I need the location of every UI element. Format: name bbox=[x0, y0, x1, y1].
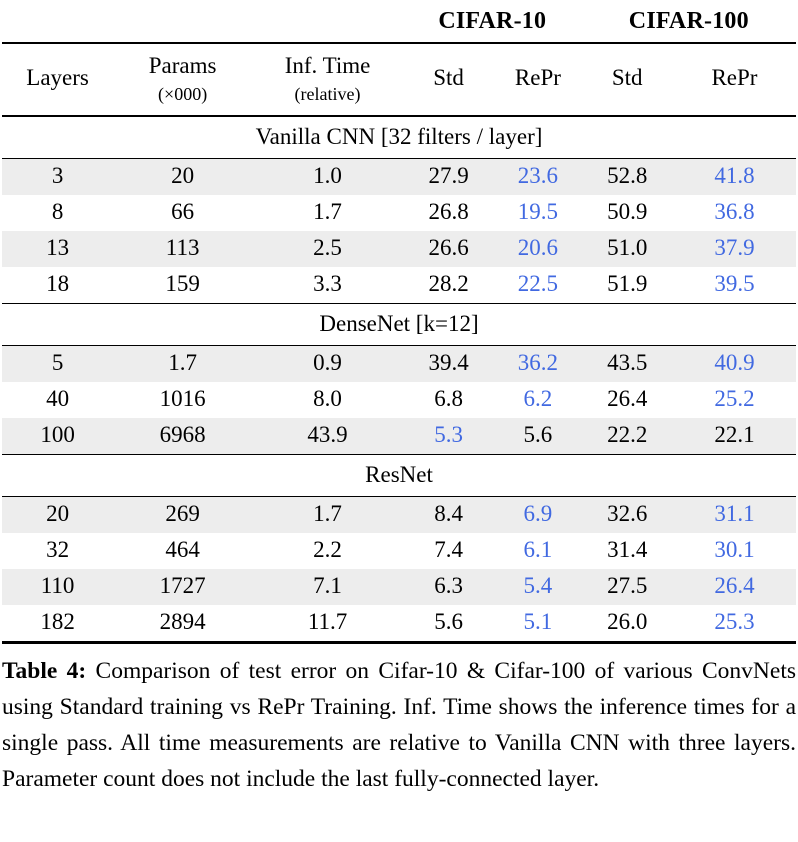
table-cell: 27.5 bbox=[607, 573, 648, 599]
table-cell: 5.4 bbox=[523, 573, 553, 599]
table-cell: 19.5 bbox=[517, 199, 559, 225]
table-cell: 1.7 bbox=[168, 350, 197, 376]
table-cell: 32.6 bbox=[607, 501, 648, 527]
results-table-body bbox=[2, 116, 796, 643]
table-cell: 20 bbox=[46, 501, 70, 527]
table-cell: 5.6 bbox=[434, 609, 463, 635]
table-cell: 11.7 bbox=[307, 609, 348, 635]
table-row bbox=[2, 497, 796, 534]
col-header-layers-label: Layers bbox=[26, 65, 89, 91]
table-cell: 1727 bbox=[159, 573, 206, 599]
table-cell: 3 bbox=[51, 163, 64, 189]
table-caption bbox=[2, 654, 796, 798]
col-header-cifar100-std: Std bbox=[582, 43, 673, 116]
table-cell: 8.0 bbox=[313, 386, 342, 412]
table-cell: 43.9 bbox=[307, 422, 348, 448]
table-cell: 39.4 bbox=[428, 350, 469, 376]
table-row bbox=[2, 267, 796, 304]
table-cell: 13 bbox=[46, 235, 70, 261]
group-header-cifar100: CIFAR-100 bbox=[582, 6, 796, 43]
section-title-row bbox=[2, 455, 796, 497]
table-cell: 6.1 bbox=[523, 537, 553, 563]
table-cell: 50.9 bbox=[607, 199, 648, 225]
table-caption-text: Comparison of test error on Cifar-10 & Cifar-100 of various ConvNets using Standard training vs RePr Training. Inf. Time shows the inference times for a single pass. All time measurements are relative to Vanilla CNN with three layers. Parameter count does not include the last fully-connected layer. bbox=[2, 658, 797, 793]
table-cell: 52.8 bbox=[607, 163, 648, 189]
table-cell: 1.0 bbox=[313, 163, 342, 189]
results-table bbox=[2, 6, 796, 644]
col-header-cifar10-std: Std bbox=[403, 43, 494, 116]
table-cell: 27.9 bbox=[428, 163, 469, 189]
col-header-inf-time-label: Inf. Time bbox=[284, 53, 371, 78]
table-cell: 269 bbox=[165, 501, 200, 527]
table-cell: 6.3 bbox=[434, 573, 463, 599]
col-header-layers bbox=[2, 43, 113, 116]
table-row bbox=[2, 195, 796, 231]
table-cell: 32 bbox=[46, 537, 70, 563]
section-title: DenseNet [k=12] bbox=[2, 304, 796, 346]
table-row bbox=[2, 231, 796, 267]
table-cell: 7.1 bbox=[313, 573, 342, 599]
table-cell: 2894 bbox=[159, 609, 206, 635]
table-cell: 20.6 bbox=[517, 235, 559, 261]
table-cell: 41.8 bbox=[714, 163, 755, 189]
table-cell: 43.5 bbox=[607, 350, 648, 376]
table-cell: 20 bbox=[171, 163, 195, 189]
table-cell: 0.9 bbox=[313, 350, 342, 376]
col-header-params-sub: (×000) bbox=[158, 83, 208, 104]
table-cell: 28.2 bbox=[428, 271, 469, 297]
table-cell: 5 bbox=[51, 350, 64, 376]
table-cell: 26.8 bbox=[428, 199, 469, 225]
table-cell: 3.3 bbox=[313, 271, 342, 297]
table-cell: 22.1 bbox=[714, 422, 755, 448]
table-cell: 39.5 bbox=[714, 271, 755, 297]
table-cell: 5.6 bbox=[523, 422, 553, 448]
table-cell: 2.5 bbox=[313, 235, 342, 261]
table-cell: 36.2 bbox=[517, 350, 559, 376]
table-cell: 1016 bbox=[159, 386, 206, 412]
table-cell: 25.2 bbox=[714, 386, 755, 412]
table-cell: 8 bbox=[51, 199, 64, 225]
col-header-inf-time bbox=[252, 43, 403, 116]
table-cell: 159 bbox=[165, 271, 200, 297]
table-row bbox=[2, 159, 796, 196]
table-cell: 23.6 bbox=[517, 163, 559, 189]
table-cell: 110 bbox=[40, 573, 75, 599]
table-row bbox=[2, 605, 796, 643]
col-header-params bbox=[113, 43, 252, 116]
table-cell: 22.2 bbox=[607, 422, 648, 448]
table-row bbox=[2, 418, 796, 455]
col-header-cifar10-repr: RePr bbox=[494, 43, 581, 116]
table-cell: 5.3 bbox=[434, 422, 463, 448]
table-cell: 51.9 bbox=[607, 271, 648, 297]
column-header-row bbox=[2, 43, 796, 116]
table-cell: 22.5 bbox=[517, 271, 559, 297]
table-cell: 26.0 bbox=[607, 609, 648, 635]
table-cell: 40 bbox=[46, 386, 70, 412]
table-cell: 26.4 bbox=[714, 573, 755, 599]
group-header-row bbox=[2, 6, 796, 43]
table-cell: 37.9 bbox=[714, 235, 755, 261]
table-cell: 6.9 bbox=[523, 501, 553, 527]
table-cell: 66 bbox=[171, 199, 195, 225]
table-row bbox=[2, 569, 796, 605]
table-cell: 6968 bbox=[159, 422, 206, 448]
col-header-params-label: Params bbox=[148, 53, 217, 78]
table-row bbox=[2, 346, 796, 383]
col-header-cifar100-repr: RePr bbox=[673, 43, 796, 116]
section-title: Vanilla CNN [32 filters / layer] bbox=[2, 116, 796, 159]
table-cell: 113 bbox=[165, 235, 200, 261]
col-header-inf-time-sub: (relative) bbox=[294, 83, 361, 104]
table-cell: 26.4 bbox=[607, 386, 648, 412]
table-cell: 182 bbox=[40, 609, 75, 635]
table-cell: 25.3 bbox=[714, 609, 755, 635]
table-cell: 8.4 bbox=[434, 501, 463, 527]
table-cell: 464 bbox=[165, 537, 200, 563]
table-row bbox=[2, 533, 796, 569]
table-cell: 5.1 bbox=[523, 609, 553, 635]
table-cell: 6.8 bbox=[434, 386, 463, 412]
table-caption-label: Table 4: bbox=[2, 658, 87, 685]
section-title-row bbox=[2, 116, 796, 159]
table-cell: 40.9 bbox=[714, 350, 755, 376]
table-cell: 30.1 bbox=[714, 537, 755, 563]
table-cell: 36.8 bbox=[714, 199, 755, 225]
table-cell: 1.7 bbox=[313, 199, 342, 225]
table-cell: 18 bbox=[46, 271, 70, 297]
group-header-spacer bbox=[2, 6, 403, 43]
table-cell: 2.2 bbox=[313, 537, 342, 563]
table-row bbox=[2, 382, 796, 418]
group-header-cifar10: CIFAR-10 bbox=[403, 6, 582, 43]
table-cell: 7.4 bbox=[434, 537, 463, 563]
table-cell: 100 bbox=[40, 422, 75, 448]
table-cell: 51.0 bbox=[607, 235, 648, 261]
section-title-row bbox=[2, 304, 796, 346]
table-cell: 31.1 bbox=[714, 501, 755, 527]
section-title: ResNet bbox=[2, 455, 796, 497]
table-cell: 31.4 bbox=[607, 537, 648, 563]
table-cell: 1.7 bbox=[313, 501, 342, 527]
table-cell: 6.2 bbox=[523, 386, 553, 412]
table-cell: 26.6 bbox=[428, 235, 469, 261]
